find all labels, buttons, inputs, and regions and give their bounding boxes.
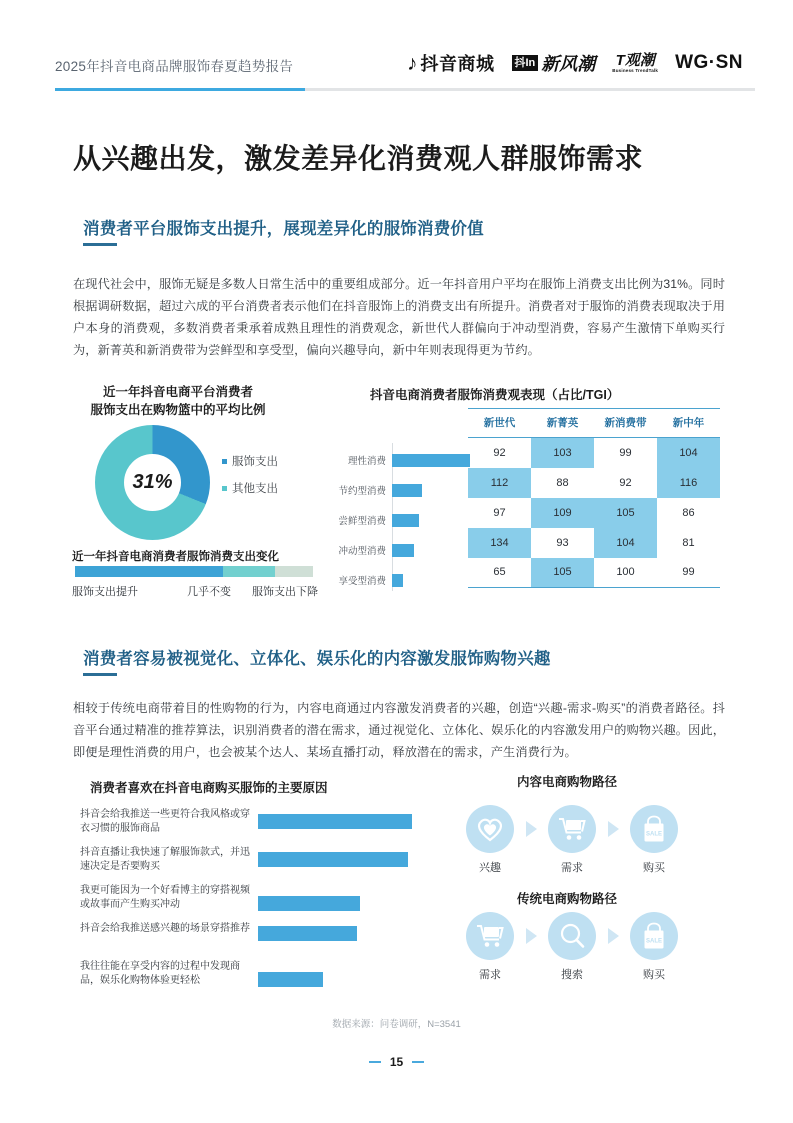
- section1-paragraph: 在现代社会中，服饰无疑是多数人日常生活中的重要组成部分。近一年抖音用户平均在服饰上消费支出比例为31%。同时根据调研数据，超过六成的平台消费者表示他们在抖音服饰上的消费支出有所提升。消费者对于服饰的消费表现取决于用户本身的消费观，多数消费者秉承着成熟且理性的消费观念，新世代人群偏向于冲动型消费，容易产生激情下单购买行为，新菁英和新消费带为尝鲜型和享受型，偏向兴趣导向，新中年则表现得更为节约。: [73, 277, 725, 357]
- douyin-mall-logo: [407, 50, 495, 76]
- svg-text:SALE: SALE: [645, 938, 663, 945]
- tgi-bar-row: [332, 535, 474, 565]
- path-node-label: 兴趣: [479, 862, 501, 874]
- stacked-seg-flat: [223, 566, 275, 577]
- table-cell: 103: [531, 438, 594, 468]
- magnifier-icon: [548, 912, 596, 960]
- header-divider-accent: [55, 88, 305, 91]
- path-node-label: 购买: [643, 969, 665, 981]
- page-dash-right: [412, 1061, 424, 1064]
- legend-item: [222, 453, 278, 469]
- section2-title: 消费者容易被视觉化、立体化、娱乐化的内容激发服饰购物兴趣: [83, 650, 551, 668]
- table-col-header: 新菁英: [546, 417, 579, 429]
- reasons-bar-label: 抖音会给我推送感兴趣的场景穿搭推荐: [80, 923, 250, 934]
- page-footer: [0, 1055, 793, 1069]
- table-cell: 99: [657, 558, 720, 588]
- legend-swatch-other: [222, 486, 227, 491]
- table-cell: 97: [493, 506, 506, 519]
- tgi-table: [468, 408, 720, 588]
- reasons-bar-label: 抖音会给我推送一些更符合我风格或穿衣习惯的服饰商品: [80, 809, 250, 834]
- tgi-bar: [392, 574, 403, 587]
- table-cell: 104: [594, 528, 657, 558]
- tgi-bar-label: 享受型消费: [338, 576, 386, 587]
- table-cell: 116: [657, 468, 720, 498]
- legend-label-apparel: 服饰支出: [232, 456, 278, 468]
- path-node-label: 需求: [561, 862, 583, 874]
- table-col-header: 新世代: [483, 417, 516, 429]
- tgi-bar: [392, 484, 422, 497]
- table-cell: 81: [682, 536, 695, 549]
- path-node-label: 搜索: [561, 969, 583, 981]
- donut-chart-title-line2: 服饰支出在购物篮中的平均比例: [90, 403, 266, 417]
- chevron-right-icon: [520, 912, 542, 960]
- svg-text:SALE: SALE: [645, 831, 663, 838]
- section1-title-underline: [83, 243, 117, 246]
- table-row: [468, 438, 720, 468]
- stacked-bar-labels: [72, 583, 319, 599]
- tguanchao-label: T观潮: [615, 51, 655, 69]
- stacked-label-increase: 服饰支出提升: [72, 586, 138, 598]
- reasons-bar-label: 我往往能在享受内容的过程中发现商品，娱乐化购物体验更轻松: [80, 961, 240, 986]
- chevron-right-icon: [602, 805, 624, 853]
- page-header: [0, 0, 793, 92]
- tgi-table-title: 抖音电商消费者服饰消费观表现（占比/TGI）: [370, 388, 620, 402]
- legend-label-other: 其他支出: [232, 483, 278, 495]
- douyin-in-badge: 抖In: [512, 55, 539, 71]
- shopping-cart-icon: [548, 805, 596, 853]
- shopping-bag-icon: [630, 805, 678, 853]
- table-cell: 100: [594, 558, 657, 588]
- douyin-mall-label: 抖音商城: [420, 54, 495, 74]
- legend-item: [222, 480, 278, 496]
- tgi-bar-row: [332, 445, 474, 475]
- table-cell: 112: [468, 468, 531, 498]
- donut-chart-title-line1: 近一年抖音电商平台消费者: [102, 385, 253, 399]
- table-header-row: [468, 409, 720, 438]
- reasons-bar: [258, 852, 408, 867]
- stacked-seg-decrease: [275, 566, 313, 577]
- wgsn-label: WG·SN: [675, 52, 743, 73]
- reasons-bar: [258, 972, 323, 987]
- xinfengchao-logo: [512, 50, 596, 76]
- page-dash-left: [369, 1061, 381, 1064]
- table-cell: 105: [531, 558, 594, 588]
- xinfengchao-label: 新风潮: [541, 54, 596, 74]
- tgi-bar-label: 节约型消费: [338, 486, 386, 497]
- stacked-label-flat: 几乎不变: [187, 586, 231, 598]
- table-row: [468, 558, 720, 588]
- path-node-label: 需求: [479, 969, 501, 981]
- heart-icon: [466, 805, 514, 853]
- legend-swatch-apparel: [222, 459, 227, 464]
- tguanchao-logo: [612, 53, 658, 74]
- table-col-header: 新消费带: [604, 417, 647, 429]
- header-divider: [55, 88, 755, 91]
- chevron-right-icon: [520, 805, 542, 853]
- donut-chart: [95, 425, 210, 540]
- donut-center-value: 31%: [132, 471, 173, 493]
- table-row: [468, 528, 720, 558]
- content-ecom-path: [460, 805, 684, 875]
- table-cell: 92: [493, 446, 506, 459]
- table-col-header: 新中年: [672, 417, 705, 429]
- wgsn-logo: [675, 52, 743, 74]
- table-cell: 109: [531, 498, 594, 528]
- traditional-ecom-path: [460, 912, 684, 982]
- path-node: [460, 912, 520, 982]
- table-cell: 65: [468, 558, 531, 588]
- stacked-bar-chart: [75, 566, 313, 577]
- table-cell: 88: [556, 476, 569, 489]
- path-node: [542, 805, 602, 875]
- tgi-bar: [392, 544, 414, 557]
- content-ecom-path-title: 内容电商购物路径: [517, 775, 618, 789]
- reasons-bar-label: 抖音直播让我快速了解服饰款式，并迅速决定是否要购买: [80, 847, 250, 872]
- music-note-icon: ♪: [407, 51, 418, 75]
- document-title: 2025年抖音电商品牌服饰春夏趋势报告: [55, 59, 294, 74]
- tgi-bar-label: 尝鲜型消费: [338, 516, 386, 527]
- section1-title: 消费者平台服饰支出提升，展现差异化的服饰消费价值: [83, 220, 484, 238]
- chevron-right-icon: [602, 912, 624, 960]
- page-number: 15: [389, 1055, 404, 1069]
- tgi-bar: [392, 454, 470, 467]
- donut-chart-title: [63, 383, 293, 419]
- data-source-note: 数据来源：问卷调研，N=3541: [332, 1019, 461, 1030]
- tgi-table-element: [468, 408, 720, 588]
- path-node: [624, 912, 684, 982]
- path-node: [624, 805, 684, 875]
- path-node: [542, 912, 602, 982]
- shopping-cart-icon: [466, 912, 514, 960]
- stacked-seg-increase: [75, 566, 223, 577]
- tgi-bar-label: 冲动型消费: [338, 546, 386, 557]
- tguanchao-sublabel: Business TrendTalk: [612, 67, 659, 73]
- stacked-label-decrease: 服饰支出下降: [252, 586, 318, 598]
- table-cell: 134: [468, 528, 531, 558]
- stacked-bar-title: 近一年抖音电商消费者服饰消费支出变化: [72, 551, 279, 563]
- tgi-bar-chart: [332, 445, 474, 595]
- path-node-label: 购买: [643, 862, 665, 874]
- tgi-bar: [392, 514, 419, 527]
- tgi-bar-row: [332, 505, 474, 535]
- table-cell: 105: [594, 498, 657, 528]
- reasons-bar: [258, 814, 412, 829]
- tgi-bar-label: 理性消费: [347, 456, 386, 467]
- donut-legend: [222, 453, 278, 507]
- path-node: [460, 805, 520, 875]
- table-cell: 104: [657, 438, 720, 468]
- table-cell: 92: [619, 476, 632, 489]
- shopping-bag-icon: [630, 912, 678, 960]
- section2-title-underline: [83, 673, 117, 676]
- reasons-chart-title: 消费者喜欢在抖音电商购买服饰的主要原因: [90, 781, 328, 795]
- reasons-bar-row: [80, 922, 440, 960]
- tgi-bar-row: [332, 475, 474, 505]
- reasons-bar-row: [80, 808, 440, 846]
- tgi-bar-row: [332, 565, 474, 595]
- donut-center: [124, 454, 181, 511]
- reasons-bar-label: 我更可能因为一个好看博主的穿搭视频或故事而产生购买冲动: [80, 885, 250, 910]
- traditional-ecom-path-title: 传统电商购物路径: [517, 892, 618, 906]
- reasons-bar-row: [80, 960, 440, 998]
- section2-paragraph: 相较于传统电商带着目的性购物的行为，内容电商通过内容激发消费者的兴趣，创造“兴趣-需求-购买”的消费者路径。抖音平台通过精准的推荐算法，识别消费者的潜在需求，通过视觉化、立体化、娱乐化的内容激发用户的购物兴趣。因此，即便是理性消费的用户，也会被某个达人、某场直播打动，释放潜在的需求，产生消费行为。: [73, 701, 725, 759]
- table-cell: 99: [619, 446, 632, 459]
- reasons-bar-chart: [80, 808, 440, 998]
- reasons-bar: [258, 926, 357, 941]
- logo-strip: [407, 50, 743, 76]
- table-cell: 93: [556, 536, 569, 549]
- table-row: [468, 468, 720, 498]
- reasons-bar-row: [80, 884, 440, 922]
- table-row: [468, 498, 720, 528]
- reasons-bar: [258, 896, 360, 911]
- table-cell: 86: [682, 506, 695, 519]
- reasons-bar-row: [80, 846, 440, 884]
- page-title: 从兴趣出发，激发差异化消费观人群服饰需求: [73, 143, 644, 174]
